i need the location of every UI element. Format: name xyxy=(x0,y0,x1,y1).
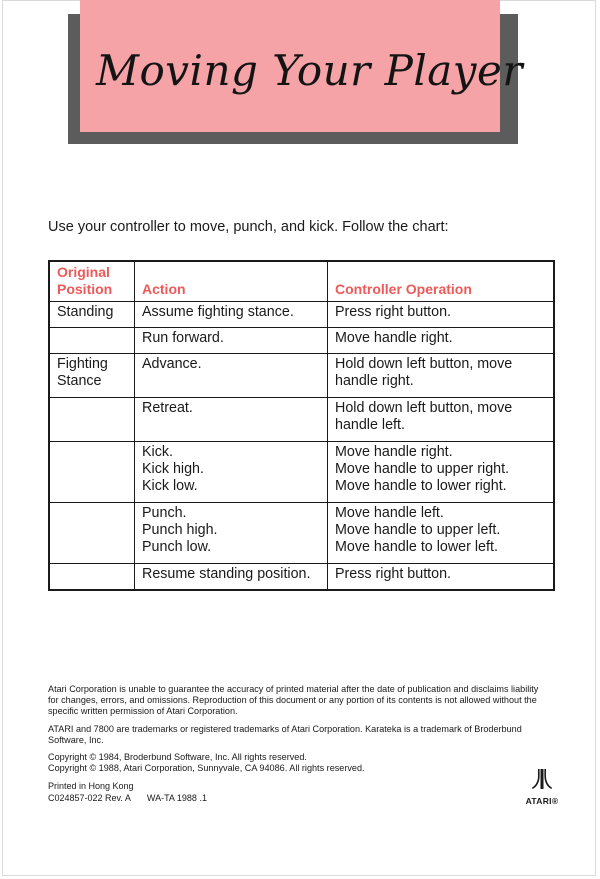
position-cell xyxy=(49,503,135,564)
chart-header-row xyxy=(49,261,554,302)
page-title: Moving Your Player xyxy=(96,46,523,95)
atari-fuji-icon xyxy=(531,768,553,790)
disclaimer-text: Atari Corporation is unable to guarantee the accuracy of printed material after the date of publication and disclaims liability for changes, errors, and omissions. Reproduction of this document or any portion of its contents is not allowed without the specific written permission of Atari Corporation. xyxy=(48,684,539,717)
part-number: C024857-022 Rev. A xyxy=(48,793,131,803)
intro-text: Use your controller to move, punch, and kick. Follow the chart: xyxy=(48,219,449,235)
part-number-line xyxy=(48,792,207,804)
header-action: Action xyxy=(135,261,328,302)
controls-chart xyxy=(48,260,555,591)
operation-cell: Press right button. xyxy=(328,302,555,328)
table-row xyxy=(49,442,554,503)
atari-wordmark: ATARI® xyxy=(525,796,559,806)
operation-cell: Move handle right. xyxy=(328,328,555,354)
table-row xyxy=(49,564,554,591)
operation-cell: Move handle right. Move handle to upper right. Move handle to lower right. xyxy=(328,442,555,503)
table-row xyxy=(49,503,554,564)
print-code: WA-TA 1988 .1 xyxy=(146,793,207,803)
operation-cell: Hold down left button, move handle right. xyxy=(328,354,555,398)
position-cell xyxy=(49,564,135,591)
position-cell xyxy=(49,328,135,354)
table-row xyxy=(49,328,554,354)
print-info xyxy=(48,780,207,804)
operation-cell: Move handle left. Move handle to upper left. Move handle to lower left. xyxy=(328,503,555,564)
action-cell: Kick. Kick high. Kick low. xyxy=(135,442,328,503)
table-row xyxy=(49,398,554,442)
action-cell: Assume fighting stance. xyxy=(135,302,328,328)
operation-cell: Press right button. xyxy=(328,564,555,591)
legal-footer xyxy=(48,684,548,774)
copyright-atari: Copyright © 1988, Atari Corporation, Sunnyvale, CA 94086. All rights reserved. xyxy=(48,763,365,774)
header-controller-operation: Controller Operation xyxy=(328,261,555,302)
header-original-position: Original Position xyxy=(49,261,135,302)
position-cell: Fighting Stance xyxy=(49,354,135,398)
table-row xyxy=(49,302,554,328)
position-cell xyxy=(49,398,135,442)
atari-logo xyxy=(524,768,560,806)
printed-in-text: Printed in Hong Kong xyxy=(48,781,134,791)
action-cell: Advance. xyxy=(135,354,328,398)
action-cell: Punch. Punch high. Punch low. xyxy=(135,503,328,564)
action-cell: Retreat. xyxy=(135,398,328,442)
table-row xyxy=(49,354,554,398)
operation-cell: Hold down left button, move handle left. xyxy=(328,398,555,442)
action-cell: Run forward. xyxy=(135,328,328,354)
position-cell xyxy=(49,442,135,503)
copyright-broderbund: Copyright © 1984, Broderbund Software, Inc. All rights reserved. xyxy=(48,752,307,763)
position-cell: Standing xyxy=(49,302,135,328)
trademark-text: ATARI and 7800 are trademarks or registered trademarks of Atari Corporation. Karateka is a trademark of Broderbund Software, Inc. xyxy=(48,723,522,745)
action-cell: Resume standing position. xyxy=(135,564,328,591)
